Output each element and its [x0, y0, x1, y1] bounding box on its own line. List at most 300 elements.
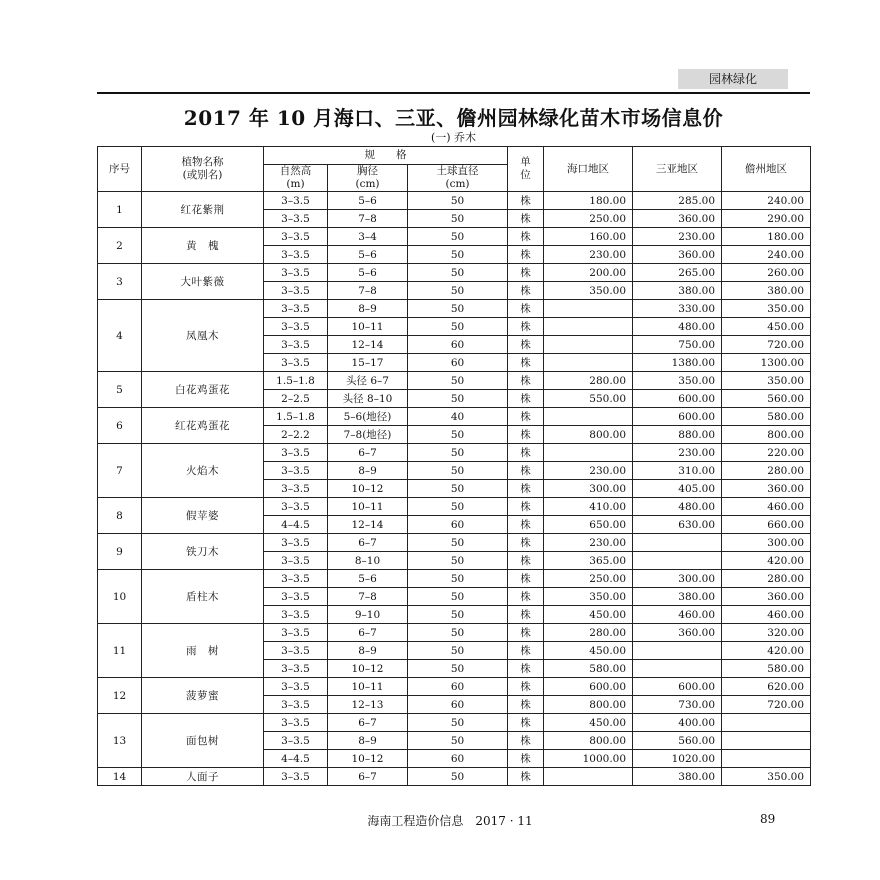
cell-dbh: 8–9 [328, 462, 408, 480]
cell-danzhou: 350.00 [722, 372, 811, 390]
cell-unit: 株 [508, 354, 544, 372]
cell-sanya: 285.00 [633, 192, 722, 210]
cell-plant-name: 红花鸡蛋花 [142, 408, 264, 444]
cell-seq: 5 [98, 372, 142, 408]
cell-danzhou: 580.00 [722, 660, 811, 678]
table-row [98, 408, 811, 426]
cell-dbh: 6–7 [328, 624, 408, 642]
table-row [98, 192, 811, 210]
cell-dbh: 头径 6–7 [328, 372, 408, 390]
cell-sanya: 310.00 [633, 462, 722, 480]
table-row [98, 714, 811, 732]
cell-plant-name: 白花鸡蛋花 [142, 372, 264, 408]
cell-height: 3–3.5 [264, 714, 328, 732]
cell-unit: 株 [508, 246, 544, 264]
cell-ball: 60 [408, 678, 508, 696]
cell-dbh: 6–7 [328, 768, 408, 786]
table-row [98, 444, 811, 462]
cell-seq: 14 [98, 768, 142, 786]
cell-ball: 60 [408, 516, 508, 534]
cell-haikou: 350.00 [544, 282, 633, 300]
cell-danzhou: 320.00 [722, 624, 811, 642]
cell-haikou: 200.00 [544, 264, 633, 282]
cell-dbh: 10–11 [328, 678, 408, 696]
cell-haikou: 350.00 [544, 588, 633, 606]
cell-height: 3–3.5 [264, 696, 328, 714]
cell-danzhou: 620.00 [722, 678, 811, 696]
table-row [98, 570, 811, 588]
cell-ball: 50 [408, 462, 508, 480]
cell-danzhou: 560.00 [722, 390, 811, 408]
cell-haikou: 280.00 [544, 624, 633, 642]
cell-ball: 50 [408, 282, 508, 300]
cell-haikou: 250.00 [544, 210, 633, 228]
cell-haikou: 450.00 [544, 606, 633, 624]
header-danzhou: 儋州地区 [722, 147, 811, 192]
cell-ball: 50 [408, 588, 508, 606]
table-header [98, 147, 811, 192]
cell-height: 3–3.5 [264, 300, 328, 318]
cell-dbh: 5–6 [328, 192, 408, 210]
cell-danzhou: 240.00 [722, 246, 811, 264]
cell-haikou [544, 300, 633, 318]
cell-danzhou: 240.00 [722, 192, 811, 210]
cell-plant-name: 红花紫荆 [142, 192, 264, 228]
header-height-line1: 自然高 [279, 165, 312, 177]
cell-unit: 株 [508, 498, 544, 516]
cell-ball: 60 [408, 354, 508, 372]
cell-danzhou: 660.00 [722, 516, 811, 534]
cell-dbh: 7–8 [328, 210, 408, 228]
cell-sanya: 560.00 [633, 732, 722, 750]
cell-sanya: 330.00 [633, 300, 722, 318]
cell-unit: 株 [508, 714, 544, 732]
cell-unit: 株 [508, 390, 544, 408]
header-seq: 序号 [98, 147, 142, 192]
cell-danzhou: 280.00 [722, 462, 811, 480]
cell-sanya: 360.00 [633, 210, 722, 228]
price-table [97, 146, 811, 786]
cell-ball: 60 [408, 750, 508, 768]
cell-ball: 50 [408, 732, 508, 750]
cell-danzhou: 720.00 [722, 336, 811, 354]
cell-haikou: 650.00 [544, 516, 633, 534]
cell-dbh: 10–11 [328, 498, 408, 516]
cell-dbh: 6–7 [328, 444, 408, 462]
cell-danzhou: 460.00 [722, 498, 811, 516]
cell-danzhou: 420.00 [722, 642, 811, 660]
cell-unit: 株 [508, 228, 544, 246]
cell-danzhou: 580.00 [722, 408, 811, 426]
cell-sanya: 360.00 [633, 624, 722, 642]
cell-sanya [633, 552, 722, 570]
cell-haikou [544, 318, 633, 336]
cell-unit: 株 [508, 516, 544, 534]
cell-height: 3–3.5 [264, 210, 328, 228]
cell-sanya: 360.00 [633, 246, 722, 264]
cell-unit: 株 [508, 750, 544, 768]
cell-height: 3–3.5 [264, 246, 328, 264]
cell-plant-name: 盾柱木 [142, 570, 264, 624]
cell-dbh: 5–6(地径) [328, 408, 408, 426]
cell-haikou: 230.00 [544, 462, 633, 480]
table-row [98, 624, 811, 642]
cell-sanya: 730.00 [633, 696, 722, 714]
cell-seq: 1 [98, 192, 142, 228]
cell-haikou [544, 768, 633, 786]
table-row [98, 678, 811, 696]
cell-height: 3–3.5 [264, 588, 328, 606]
cell-seq: 13 [98, 714, 142, 768]
cell-dbh: 7–8 [328, 588, 408, 606]
cell-unit: 株 [508, 282, 544, 300]
cell-sanya: 600.00 [633, 390, 722, 408]
cell-height: 3–3.5 [264, 660, 328, 678]
cell-danzhou: 300.00 [722, 534, 811, 552]
cell-haikou: 160.00 [544, 228, 633, 246]
cell-ball: 50 [408, 246, 508, 264]
header-ball-line1: 土球直径 [436, 165, 479, 177]
cell-ball: 50 [408, 444, 508, 462]
cell-sanya: 300.00 [633, 570, 722, 588]
cell-height: 3–3.5 [264, 498, 328, 516]
cell-danzhou: 420.00 [722, 552, 811, 570]
page-title: 2017 年 10 月海口、三亚、儋州园林绿化苗木市场信息价 [183, 106, 724, 130]
table-row [98, 768, 811, 786]
cell-haikou: 250.00 [544, 570, 633, 588]
cell-dbh: 7–8(地径) [328, 426, 408, 444]
cell-ball: 50 [408, 210, 508, 228]
cell-haikou [544, 444, 633, 462]
cell-sanya: 380.00 [633, 588, 722, 606]
cell-danzhou [722, 732, 811, 750]
cell-unit: 株 [508, 372, 544, 390]
cell-sanya: 400.00 [633, 714, 722, 732]
cell-haikou: 800.00 [544, 426, 633, 444]
cell-danzhou: 360.00 [722, 480, 811, 498]
cell-unit: 株 [508, 768, 544, 786]
cell-seq: 11 [98, 624, 142, 678]
cell-dbh: 12–14 [328, 516, 408, 534]
cell-seq: 4 [98, 300, 142, 372]
cell-dbh: 10–12 [328, 660, 408, 678]
cell-unit: 株 [508, 624, 544, 642]
cell-dbh: 8–9 [328, 642, 408, 660]
cell-ball: 50 [408, 390, 508, 408]
cell-dbh: 3–4 [328, 228, 408, 246]
cell-dbh: 15–17 [328, 354, 408, 372]
cell-plant-name: 大叶紫薇 [142, 264, 264, 300]
cell-height: 4–4.5 [264, 516, 328, 534]
cell-danzhou: 460.00 [722, 606, 811, 624]
cell-ball: 50 [408, 606, 508, 624]
cell-height: 2–2.5 [264, 390, 328, 408]
cell-sanya: 750.00 [633, 336, 722, 354]
cell-unit: 株 [508, 642, 544, 660]
cell-unit: 株 [508, 192, 544, 210]
cell-haikou [544, 354, 633, 372]
cell-dbh: 10–12 [328, 480, 408, 498]
cell-ball: 50 [408, 552, 508, 570]
header-height [264, 165, 328, 192]
cell-height: 3–3.5 [264, 534, 328, 552]
cell-dbh: 6–7 [328, 534, 408, 552]
cell-plant-name: 菠萝蜜 [142, 678, 264, 714]
cell-danzhou [722, 750, 811, 768]
cell-sanya: 480.00 [633, 498, 722, 516]
cell-ball: 50 [408, 714, 508, 732]
cell-dbh: 5–6 [328, 246, 408, 264]
cell-dbh: 5–6 [328, 264, 408, 282]
cell-dbh: 9–10 [328, 606, 408, 624]
cell-plant-name: 凤凰木 [142, 300, 264, 372]
cell-unit: 株 [508, 732, 544, 750]
cell-plant-name: 人面子 [142, 768, 264, 786]
cell-dbh: 12–13 [328, 696, 408, 714]
cell-haikou: 230.00 [544, 246, 633, 264]
cell-height: 3–3.5 [264, 336, 328, 354]
cell-height: 3–3.5 [264, 642, 328, 660]
cell-ball: 50 [408, 372, 508, 390]
header-plant-name-line1: 植物名称 [181, 156, 224, 168]
cell-danzhou: 380.00 [722, 282, 811, 300]
top-rule [97, 92, 810, 94]
cell-ball: 50 [408, 192, 508, 210]
cell-height: 3–3.5 [264, 732, 328, 750]
cell-ball: 50 [408, 228, 508, 246]
cell-plant-name: 火焰木 [142, 444, 264, 498]
header-height-line2: (m) [286, 178, 305, 190]
cell-ball: 50 [408, 300, 508, 318]
table-row [98, 228, 811, 246]
cell-unit: 株 [508, 570, 544, 588]
cell-height: 3–3.5 [264, 480, 328, 498]
cell-haikou: 180.00 [544, 192, 633, 210]
cell-sanya [633, 642, 722, 660]
cell-danzhou: 350.00 [722, 300, 811, 318]
header-spec: 规 格 [264, 147, 508, 165]
cell-danzhou [722, 714, 811, 732]
cell-unit: 株 [508, 300, 544, 318]
cell-plant-name: 黄 槐 [142, 228, 264, 264]
cell-ball: 50 [408, 660, 508, 678]
table-row [98, 534, 811, 552]
cell-height: 3–3.5 [264, 552, 328, 570]
cell-unit: 株 [508, 264, 544, 282]
cell-sanya [633, 660, 722, 678]
cell-unit: 株 [508, 534, 544, 552]
footer-publication: 海南工程造价信息 2017 · 11 [367, 814, 533, 828]
cell-ball: 50 [408, 318, 508, 336]
cell-unit: 株 [508, 678, 544, 696]
cell-haikou: 800.00 [544, 696, 633, 714]
cell-sanya: 1020.00 [633, 750, 722, 768]
cell-unit: 株 [508, 660, 544, 678]
cell-sanya: 230.00 [633, 228, 722, 246]
cell-sanya: 230.00 [633, 444, 722, 462]
cell-ball: 50 [408, 498, 508, 516]
cell-sanya: 265.00 [633, 264, 722, 282]
header-ball [408, 165, 508, 192]
cell-haikou: 365.00 [544, 552, 633, 570]
cell-seq: 7 [98, 444, 142, 498]
cell-ball: 50 [408, 642, 508, 660]
page-number: 89 [760, 812, 776, 826]
cell-height: 3–3.5 [264, 282, 328, 300]
cell-sanya: 880.00 [633, 426, 722, 444]
cell-sanya: 460.00 [633, 606, 722, 624]
cell-ball: 50 [408, 426, 508, 444]
cell-haikou: 600.00 [544, 678, 633, 696]
cell-seq: 9 [98, 534, 142, 570]
cell-unit: 株 [508, 552, 544, 570]
cell-sanya: 600.00 [633, 678, 722, 696]
cell-plant-name: 面包树 [142, 714, 264, 768]
cell-unit: 株 [508, 606, 544, 624]
header-unit-line1: 单 [520, 156, 531, 168]
cell-height: 3–3.5 [264, 354, 328, 372]
cell-haikou: 580.00 [544, 660, 633, 678]
cell-dbh: 8–9 [328, 300, 408, 318]
cell-seq: 12 [98, 678, 142, 714]
cell-danzhou: 800.00 [722, 426, 811, 444]
cell-dbh: 8–10 [328, 552, 408, 570]
cell-dbh: 8–9 [328, 732, 408, 750]
cell-seq: 6 [98, 408, 142, 444]
cell-haikou: 230.00 [544, 534, 633, 552]
cell-sanya: 630.00 [633, 516, 722, 534]
cell-seq: 10 [98, 570, 142, 624]
cell-haikou: 280.00 [544, 372, 633, 390]
header-dbh-line2: (cm) [355, 178, 380, 190]
cell-height: 1.5–1.8 [264, 372, 328, 390]
cell-height: 3–3.5 [264, 228, 328, 246]
header-haikou: 海口地区 [544, 147, 633, 192]
cell-unit: 株 [508, 462, 544, 480]
page-subtitle: (一) 乔木 [430, 131, 477, 144]
cell-ball: 50 [408, 768, 508, 786]
cell-unit: 株 [508, 444, 544, 462]
cell-danzhou: 260.00 [722, 264, 811, 282]
table-row [98, 498, 811, 516]
cell-ball: 50 [408, 480, 508, 498]
cell-haikou: 450.00 [544, 642, 633, 660]
header-sanya: 三亚地区 [633, 147, 722, 192]
header-plant-name [142, 147, 264, 192]
cell-unit: 株 [508, 408, 544, 426]
cell-sanya: 600.00 [633, 408, 722, 426]
cell-plant-name: 铁刀木 [142, 534, 264, 570]
header-plant-name-line2: (或别名) [182, 169, 223, 181]
cell-ball: 50 [408, 264, 508, 282]
cell-danzhou: 360.00 [722, 588, 811, 606]
cell-height: 3–3.5 [264, 318, 328, 336]
cell-height: 3–3.5 [264, 444, 328, 462]
cell-ball: 50 [408, 534, 508, 552]
cell-sanya: 1380.00 [633, 354, 722, 372]
cell-height: 3–3.5 [264, 462, 328, 480]
cell-ball: 40 [408, 408, 508, 426]
cell-haikou [544, 336, 633, 354]
header-dbh-line1: 胸径 [357, 165, 378, 177]
cell-ball: 60 [408, 696, 508, 714]
cell-dbh: 10–12 [328, 750, 408, 768]
cell-sanya: 405.00 [633, 480, 722, 498]
cell-plant-name: 假苹婆 [142, 498, 264, 534]
header-unit [508, 147, 544, 192]
cell-seq: 2 [98, 228, 142, 264]
cell-seq: 8 [98, 498, 142, 534]
header-unit-line2: 位 [520, 169, 531, 181]
cell-seq: 3 [98, 264, 142, 300]
cell-haikou: 1000.00 [544, 750, 633, 768]
cell-danzhou: 720.00 [722, 696, 811, 714]
cell-sanya: 380.00 [633, 768, 722, 786]
cell-height: 3–3.5 [264, 624, 328, 642]
cell-height: 3–3.5 [264, 678, 328, 696]
table-body [98, 192, 811, 786]
cell-dbh: 10–11 [328, 318, 408, 336]
cell-unit: 株 [508, 210, 544, 228]
cell-dbh: 6–7 [328, 714, 408, 732]
cell-danzhou: 220.00 [722, 444, 811, 462]
cell-dbh: 5–6 [328, 570, 408, 588]
cell-unit: 株 [508, 696, 544, 714]
cell-dbh: 12–14 [328, 336, 408, 354]
cell-sanya: 480.00 [633, 318, 722, 336]
cell-height: 3–3.5 [264, 768, 328, 786]
cell-height: 3–3.5 [264, 570, 328, 588]
cell-sanya [633, 534, 722, 552]
table-row [98, 300, 811, 318]
cell-unit: 株 [508, 588, 544, 606]
cell-height: 4–4.5 [264, 750, 328, 768]
cell-height: 3–3.5 [264, 606, 328, 624]
section-tag: 园林绿化 [678, 69, 788, 89]
cell-ball: 50 [408, 624, 508, 642]
cell-danzhou: 350.00 [722, 768, 811, 786]
cell-unit: 株 [508, 480, 544, 498]
cell-haikou [544, 408, 633, 426]
cell-unit: 株 [508, 426, 544, 444]
cell-unit: 株 [508, 318, 544, 336]
header-dbh [328, 165, 408, 192]
cell-height: 3–3.5 [264, 264, 328, 282]
cell-height: 1.5–1.8 [264, 408, 328, 426]
cell-haikou: 410.00 [544, 498, 633, 516]
cell-height: 2–2.2 [264, 426, 328, 444]
cell-haikou: 450.00 [544, 714, 633, 732]
cell-danzhou: 280.00 [722, 570, 811, 588]
cell-sanya: 380.00 [633, 282, 722, 300]
cell-ball: 60 [408, 336, 508, 354]
cell-unit: 株 [508, 336, 544, 354]
cell-ball: 50 [408, 570, 508, 588]
cell-dbh: 头径 8–10 [328, 390, 408, 408]
cell-danzhou: 450.00 [722, 318, 811, 336]
cell-haikou: 300.00 [544, 480, 633, 498]
table-row [98, 372, 811, 390]
header-ball-line2: (cm) [445, 178, 470, 190]
cell-sanya: 350.00 [633, 372, 722, 390]
cell-danzhou: 1300.00 [722, 354, 811, 372]
cell-danzhou: 180.00 [722, 228, 811, 246]
cell-haikou: 800.00 [544, 732, 633, 750]
cell-dbh: 7–8 [328, 282, 408, 300]
cell-danzhou: 290.00 [722, 210, 811, 228]
cell-plant-name: 雨 树 [142, 624, 264, 678]
table-row [98, 264, 811, 282]
